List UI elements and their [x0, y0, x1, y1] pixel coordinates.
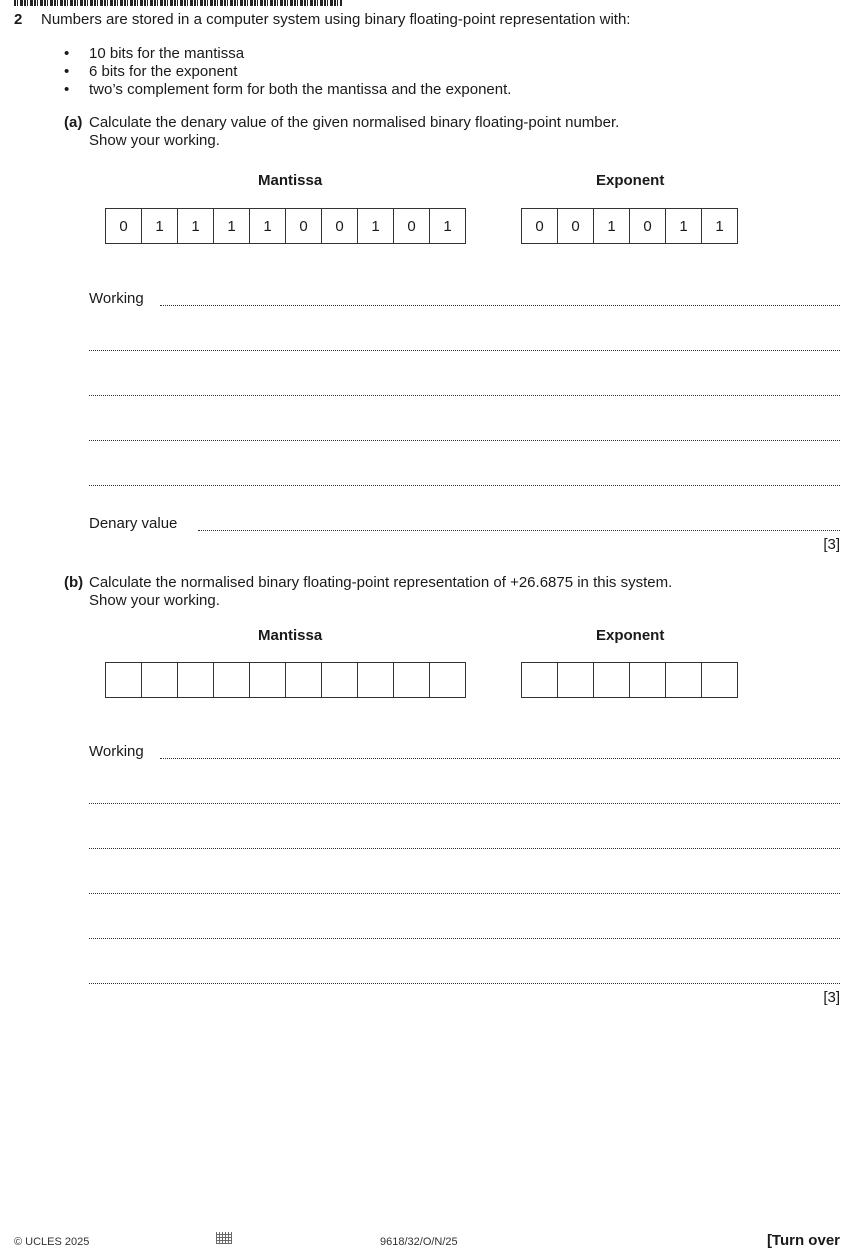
- bullet-item: 6 bits for the exponent: [89, 63, 238, 80]
- exponent-boxes-b: [521, 662, 738, 698]
- denary-answer-line[interactable]: [198, 530, 840, 531]
- answer-line[interactable]: [89, 350, 840, 351]
- mantissa-bit: 1: [429, 208, 466, 244]
- part-a-label: (a): [64, 114, 83, 131]
- answer-line[interactable]: [160, 305, 840, 306]
- mantissa-bit-input[interactable]: [357, 662, 394, 698]
- paper-code: 9618/32/O/N/25: [380, 1236, 458, 1248]
- mantissa-bit-input[interactable]: [393, 662, 430, 698]
- qr-code-icon: [216, 1232, 232, 1244]
- mantissa-bit: 1: [213, 208, 250, 244]
- exponent-bit-input[interactable]: [593, 662, 630, 698]
- bullet-item: 10 bits for the mantissa: [89, 45, 245, 62]
- mantissa-bit-input[interactable]: [429, 662, 466, 698]
- mantissa-bit: 0: [105, 208, 142, 244]
- bullet-icon: •: [64, 63, 70, 80]
- copyright: © UCLES 2025: [14, 1236, 90, 1248]
- answer-line[interactable]: [89, 848, 840, 849]
- working-label-b: Working: [89, 743, 144, 760]
- exponent-bit: 1: [665, 208, 702, 244]
- mantissa-bit: 0: [321, 208, 358, 244]
- answer-line[interactable]: [89, 803, 840, 804]
- turn-over: [Turn over: [766, 1232, 840, 1249]
- exponent-bit: 1: [593, 208, 630, 244]
- marks-a: [3]: [823, 536, 840, 553]
- exponent-bit: 1: [701, 208, 738, 244]
- mantissa-bit: 1: [141, 208, 178, 244]
- exponent-header: Exponent: [596, 627, 665, 644]
- part-b-instruction: Calculate the normalised binary floating-point representation of +26.6875 in this system.: [89, 574, 673, 591]
- marks-b: [3]: [823, 989, 840, 1006]
- exponent-bit-input[interactable]: [629, 662, 666, 698]
- answer-line[interactable]: [89, 395, 840, 396]
- part-a-instruction: Calculate the denary value of the given normalised binary floating-point number.: [89, 114, 620, 131]
- barcode-strip: [14, 0, 342, 6]
- denary-value-label: Denary value: [89, 515, 178, 532]
- mantissa-header: Mantissa: [258, 627, 323, 644]
- exponent-bit: 0: [629, 208, 666, 244]
- mantissa-boxes-b: [105, 662, 466, 698]
- bullet-icon: •: [64, 81, 70, 98]
- mantissa-bit-input[interactable]: [213, 662, 250, 698]
- answer-line[interactable]: [160, 758, 840, 759]
- exponent-bit: 0: [557, 208, 594, 244]
- mantissa-boxes-a: [105, 208, 466, 244]
- mantissa-bit: 1: [249, 208, 286, 244]
- question-number: 2: [14, 11, 23, 28]
- exponent-boxes-a: [521, 208, 738, 244]
- bullet-item: two’s complement form for both the mantissa and the exponent.: [89, 81, 512, 98]
- mantissa-bit-input[interactable]: [141, 662, 178, 698]
- answer-line[interactable]: [89, 983, 840, 984]
- answer-line[interactable]: [89, 485, 840, 486]
- mantissa-bit: 1: [177, 208, 214, 244]
- mantissa-bit-input[interactable]: [105, 662, 142, 698]
- working-label-a: Working: [89, 290, 144, 307]
- mantissa-bit-input[interactable]: [285, 662, 322, 698]
- exponent-bit-input[interactable]: [521, 662, 558, 698]
- mantissa-bit: 0: [285, 208, 322, 244]
- part-b-label: (b): [64, 574, 84, 591]
- mantissa-bit: 1: [357, 208, 394, 244]
- mantissa-bit-input[interactable]: [321, 662, 358, 698]
- exponent-header: Exponent: [596, 172, 665, 189]
- exponent-bit: 0: [521, 208, 558, 244]
- answer-line[interactable]: [89, 893, 840, 894]
- mantissa-header: Mantissa: [258, 172, 323, 189]
- question-intro: Numbers are stored in a computer system using binary floating-point representation with:: [41, 11, 631, 28]
- part-a-show-working: Show your working.: [89, 132, 220, 149]
- answer-line[interactable]: [89, 938, 840, 939]
- exponent-bit-input[interactable]: [665, 662, 702, 698]
- mantissa-bit-input[interactable]: [177, 662, 214, 698]
- exponent-bit-input[interactable]: [701, 662, 738, 698]
- answer-line[interactable]: [89, 440, 840, 441]
- exponent-bit-input[interactable]: [557, 662, 594, 698]
- mantissa-bit: 0: [393, 208, 430, 244]
- part-b-show-working: Show your working.: [89, 592, 220, 609]
- bullet-icon: •: [64, 45, 70, 62]
- mantissa-bit-input[interactable]: [249, 662, 286, 698]
